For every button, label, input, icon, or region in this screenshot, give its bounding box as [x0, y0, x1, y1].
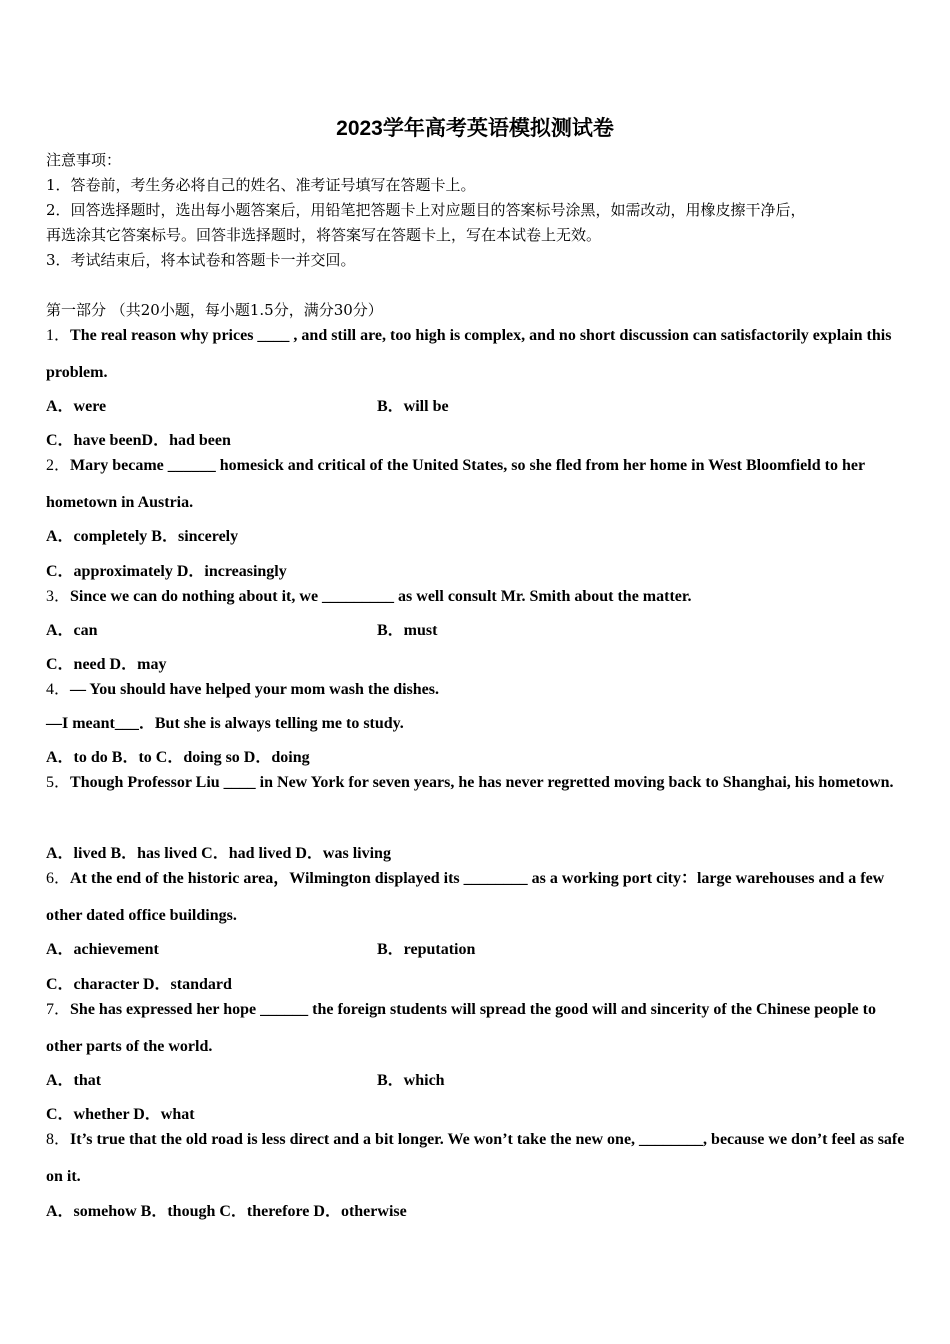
question-3-stem	[46, 578, 912, 615]
option-a[interactable]: A．were	[46, 398, 107, 415]
notice-item-2-continued: 再选涂其它答案标号。回答非选择题时，将答案写在答题卡上，写在本试卷上无效。	[46, 226, 602, 244]
question-text: It’s true that the old road is less direct and a bit longer. We won’t take the new one, ________, because we don’t feel as safe on it.	[46, 1131, 905, 1185]
question-4-dialogue-line-2: —I meant___．But she is always telling me to study.	[46, 715, 404, 732]
question-6-stem	[46, 860, 912, 934]
question-5-options[interactable]: A．lived B．has lived C．had lived D．was living	[46, 845, 391, 862]
question-number: 7．	[46, 1001, 71, 1018]
question-text: She has expressed her hope ______ the foreign students will spread the good will and sincerity of the Chinese people to other parts of the world.	[46, 1001, 876, 1055]
question-number: 1．	[46, 327, 71, 344]
notice-item-2: 2．回答选择题时，选出每小题答案后，用铅笔把答题卡上对应题目的答案标号涂黑，如需改动，用橡皮擦干净后，	[46, 201, 806, 219]
question-text: Mary became ______ homesick and critical of the United States, so she fled from her home in West Bloomfield to her hometown in Austria.	[46, 457, 865, 511]
question-number: 3．	[46, 588, 71, 605]
question-number: 6．	[46, 870, 71, 887]
question-text: The real reason why prices ____ , and still are, too high is complex, and no short discussion can satisfactorily explain this problem.	[46, 327, 892, 381]
question-2-options-row-1[interactable]: A．completely B．sincerely	[46, 528, 239, 545]
option-a[interactable]: A．achievement	[46, 941, 159, 958]
question-number: 8．	[46, 1131, 71, 1148]
question-7-options-row-2[interactable]: C．whether D．what	[46, 1106, 195, 1123]
question-3-options-row-2[interactable]: C．need D．may	[46, 656, 167, 673]
question-6-options-row-1	[46, 940, 912, 960]
question-2-options-row-2[interactable]: C．approximately D．increasingly	[46, 563, 287, 580]
notice-item-3: 3．考试结束后，将本试卷和答题卡一并交回。	[46, 251, 356, 269]
question-7-stem	[46, 991, 912, 1065]
question-text: At the end of the historic area，Wilmington displayed its ________ as a working port city：large warehouses and a few other dated office buildings.	[46, 870, 885, 924]
section-heading: 第一部分 （共20小题，每小题1.5分，满分30分）	[46, 301, 383, 319]
question-7-options-row-1	[46, 1071, 912, 1091]
question-6-options-row-2[interactable]: C．character D．standard	[46, 976, 232, 993]
option-b[interactable]: B．will be	[377, 398, 449, 415]
question-number: 2．	[46, 457, 71, 474]
option-b[interactable]: B．which	[377, 1072, 445, 1089]
option-b[interactable]: B．reputation	[377, 941, 476, 958]
question-1-options-row-2[interactable]: C．have beenD．had been	[46, 432, 231, 449]
notice-item-1: 1．答卷前，考生务必将自己的姓名、准考证号填写在答题卡上。	[46, 176, 476, 194]
question-text: Though Professor Liu ____ in New York for seven years, he has never regretted moving back to Shanghai, his hometown.	[70, 774, 894, 791]
question-2-stem	[46, 447, 912, 521]
question-text: Since we can do nothing about it, we _________ as well consult Mr. Smith about the matter.	[70, 588, 692, 605]
question-1-stem	[46, 317, 912, 391]
option-b[interactable]: B．must	[377, 622, 438, 639]
question-3-options-row-1	[46, 621, 912, 641]
question-text: — You should have helped your mom wash the dishes.	[70, 681, 439, 698]
question-8-stem	[46, 1121, 912, 1195]
question-number: 5．	[46, 774, 71, 791]
question-5-stem	[46, 764, 912, 801]
page-title: 2023学年高考英语模拟测试卷	[336, 117, 614, 140]
question-1-options-row-1	[46, 397, 912, 417]
option-a[interactable]: A．that	[46, 1072, 102, 1089]
question-number: 4．	[46, 681, 71, 698]
notice-heading: 注意事项：	[46, 151, 122, 169]
option-a[interactable]: A．can	[46, 622, 98, 639]
question-8-options[interactable]: A．somehow B．though C．therefore D．otherwise	[46, 1203, 407, 1220]
question-4-stem	[46, 671, 912, 708]
question-4-options[interactable]: A．to do B．to C．doing so D．doing	[46, 749, 310, 766]
